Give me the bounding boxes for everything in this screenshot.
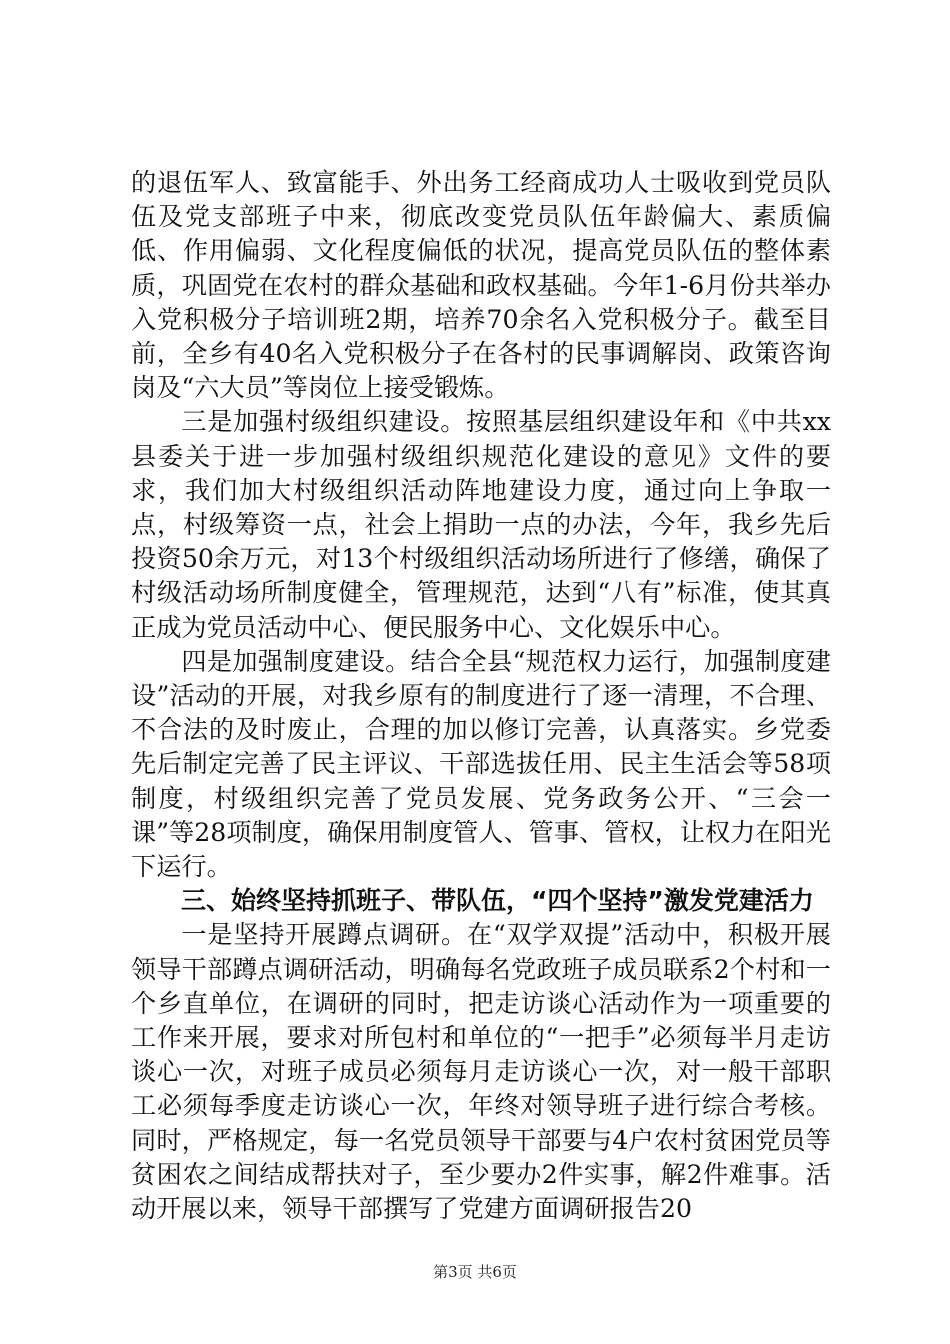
section-heading: 三、始终坚持抓班子、带队伍，“四个坚持”激发党建活力 xyxy=(181,886,814,916)
paragraph-system-building: 四是加强制度建设。结合全县“规范权力运行，加强制度建设”活动的开展，对我乡原有的制度进行了逐一清理，不合理、不合法的及时废止，合理的加以修订完善，认真落实。乡党委先后制定完善了民主评议、干部选拔任用、民主生活会等58项制度，村级组织完善了党员发展、党务政务公开、“三会一课”等28项制度，确保用制度管人、管事、管权，让权力在阳光下运行。 xyxy=(131,646,831,882)
paragraph-field-research: 一是坚持开展蹲点调研。在“双学双提”活动中，积极开展领导干部蹲点调研活动，明确每名党政班子成员联系2个村和一个乡直单位，在调研的同时，把走访谈心活动作为一项重要的工作来开展，要求对所包村和单位的“一把手”必须每半月走访谈心一次，对班子成员必须每月走访谈心一次，对一般干部职工必须每季度走访谈心一次，年终对领导班子进行综合考核。同时，严格规定，每一名党员领导干部要与4户农村贫困党员等贫困农之间结成帮扶对子，至少要办2件实事，解2件难事。活动开展以来，领导干部撰写了党建方面调研报告20 xyxy=(131,920,831,1224)
page-footer: 第3页 共6页 xyxy=(433,1263,517,1281)
paragraph-village-organization: 三是加强村级组织建设。按照基层组织建设年和《中共xx县委关于进一步加强村级组织规范化建设的意见》文件的要求，我们加大村级组织活动阵地建设力度，通过向上争取一点，村级筹资一点，社会上捐助一点的办法，今年，我乡先后投资50余万元，对13个村级组织活动场所进行了修缮，确保了村级活动场所制度健全，管理规范，达到“八有”标准，使其真正成为党员活动中心、便民服务中心、文化娱乐中心。 xyxy=(131,407,831,642)
document-body xyxy=(131,166,831,1226)
paragraph-continuation: 的退伍军人、致富能手、外出务工经商成功人士吸收到党员队伍及党支部班子中来，彻底改变党员队伍年龄偏大、素质偏低、作用偏弱、文化程度偏低的状况，提高党员队伍的整体素质，巩固党在农村的群众基础和政权基础。今年1-6月份共举办入党积极分子培训班2期，培养70余名入党积极分子。截至目前，全乡有40名入党积极分子在各村的民事调解岗、政策咨询岗及“六大员”等岗位上接受锻炼。 xyxy=(131,168,831,403)
